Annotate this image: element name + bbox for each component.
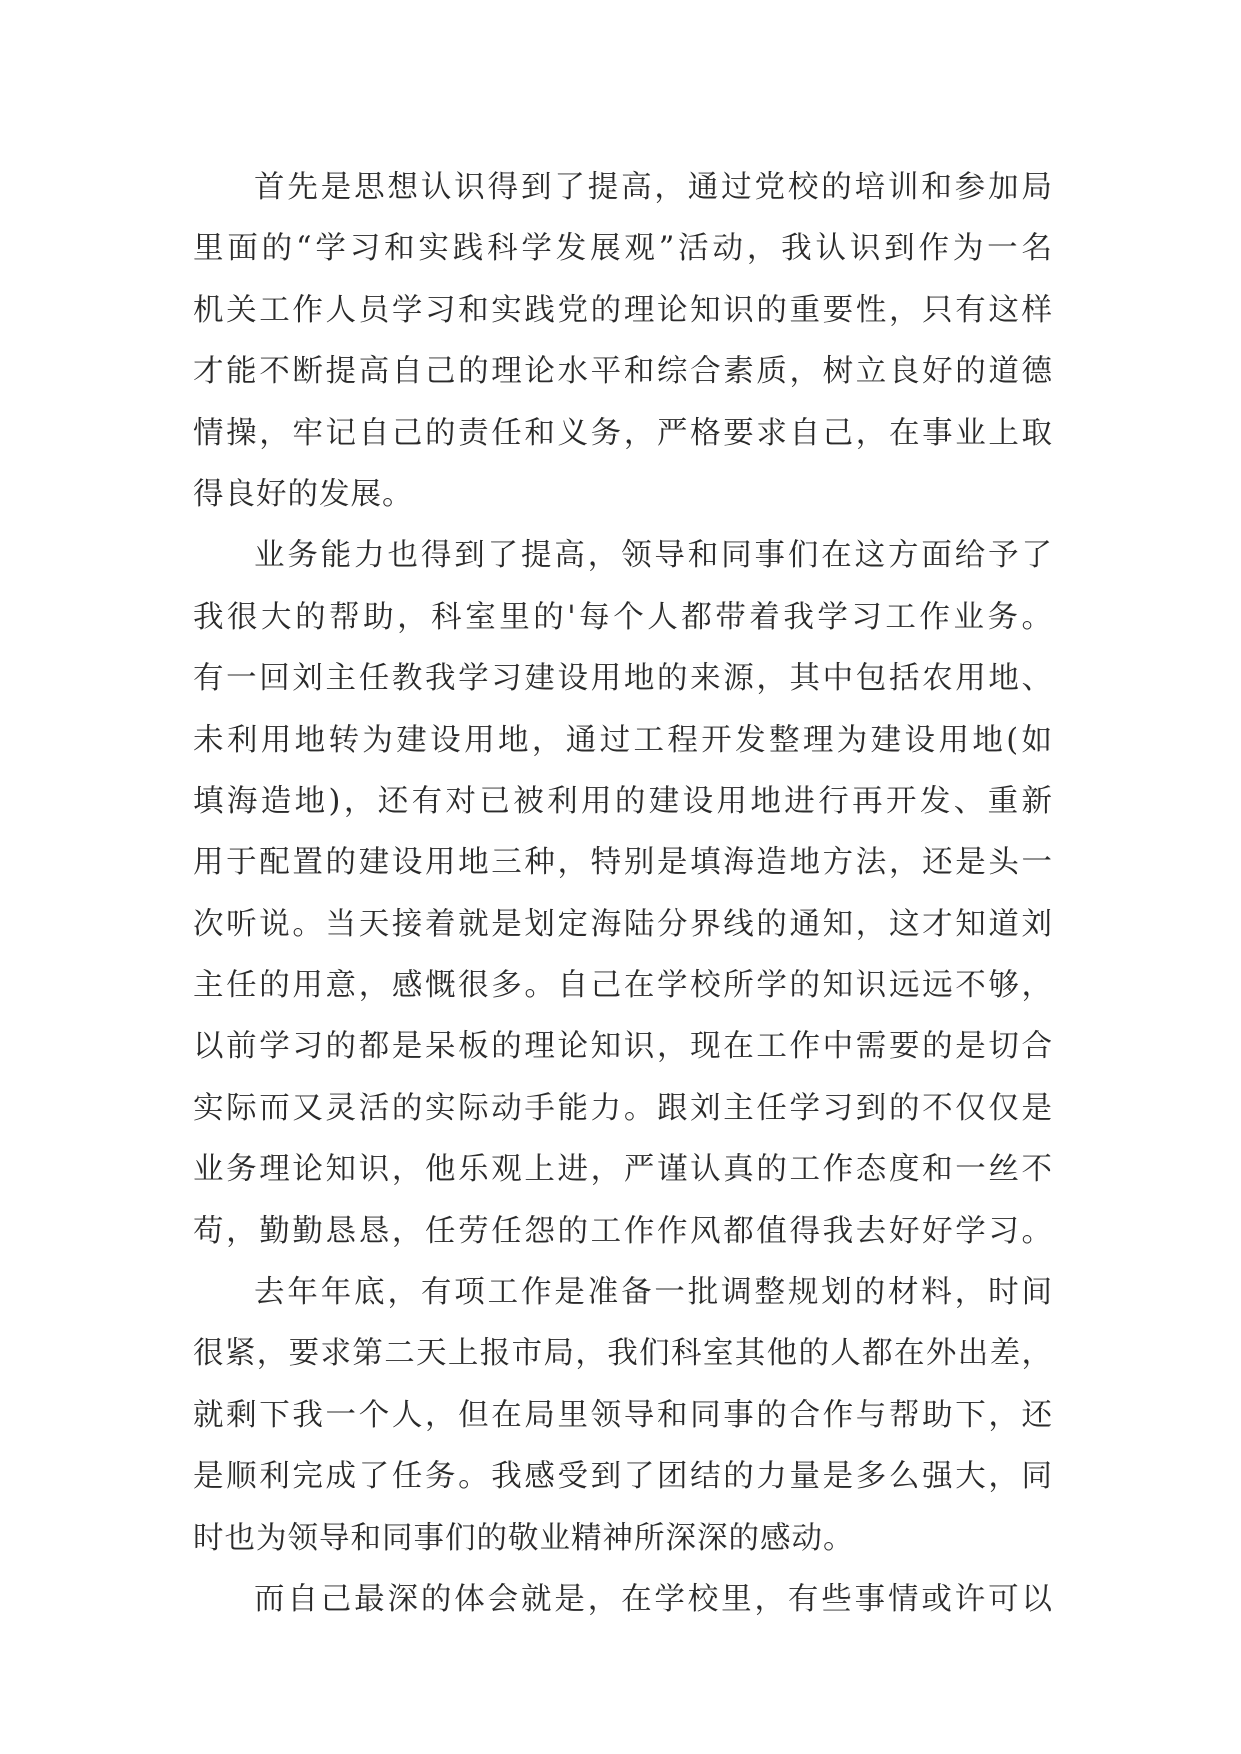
text-line: 业务能力也得到了提高，领导和同事们在这方面给予了 <box>254 538 1053 574</box>
text-line: 未利用地转为建设用地，通过工程开发整理为建设用地(如 <box>193 722 1053 758</box>
text-line: 苟，勤勤恳恳，任劳任怨的工作作风都值得我去好好学习。 <box>193 1213 1053 1249</box>
text-line: 业务理论知识，他乐观上进，严谨认真的工作态度和一丝不 <box>193 1152 1053 1188</box>
text-line: 去年年底，有项工作是准备一批调整规划的材料，时间 <box>254 1275 1053 1311</box>
text-line: 得良好的发展。 <box>193 476 414 512</box>
paragraph-business-ability <box>193 525 1053 1262</box>
text-line: 以前学习的都是呆板的理论知识，现在工作中需要的是切合 <box>193 1029 1053 1065</box>
paragraph-deepest-experience <box>193 1569 1053 1630</box>
text-line: 里面的“学习和实践科学发展观”活动，我认识到作为一名 <box>193 231 1053 267</box>
text-line: 次听说。当天接着就是划定海陆分界线的通知，这才知道刘 <box>193 906 1053 942</box>
text-line: 填海造地)，还有对已被利用的建设用地进行再开发、重新 <box>193 783 1053 819</box>
text-line: 才能不断提高自己的理论水平和综合素质，树立良好的道德 <box>193 354 1053 390</box>
text-line: 主任的用意，感慨很多。自己在学校所学的知识远远不够， <box>193 968 1053 1004</box>
text-line: 用于配置的建设用地三种，特别是填海造地方法，还是头一 <box>193 845 1053 881</box>
body-text <box>193 157 1053 1630</box>
paragraph-thinking <box>193 157 1053 525</box>
paragraph-year-end-task <box>193 1262 1053 1569</box>
text-line: 情操，牢记自己的责任和义务，严格要求自己，在事业上取 <box>193 415 1053 451</box>
text-line: 机关工作人员学习和实践党的理论知识的重要性，只有这样 <box>193 292 1053 328</box>
text-line: 就剩下我一个人，但在局里领导和同事的合作与帮助下，还 <box>193 1397 1053 1433</box>
text-line: 时也为领导和同事们的敬业精神所深深的感动。 <box>193 1520 855 1556</box>
text-line: 我很大的帮助，科室里的'每个人都带着我学习工作业务。 <box>193 599 1053 635</box>
text-line: 很紧，要求第二天上报市局，我们科室其他的人都在外出差， <box>193 1336 1053 1372</box>
text-line: 实际而又灵活的实际动手能力。跟刘主任学习到的不仅仅是 <box>193 1090 1053 1126</box>
text-line: 有一回刘主任教我学习建设用地的来源，其中包括农用地、 <box>193 661 1053 697</box>
text-line: 首先是思想认识得到了提高，通过党校的培训和参加局 <box>254 170 1053 205</box>
text-line: 是顺利完成了任务。我感受到了团结的力量是多么强大，同 <box>193 1459 1053 1495</box>
text-line: 而自己最深的体会就是，在学校里，有些事情或许可以 <box>254 1581 1053 1617</box>
